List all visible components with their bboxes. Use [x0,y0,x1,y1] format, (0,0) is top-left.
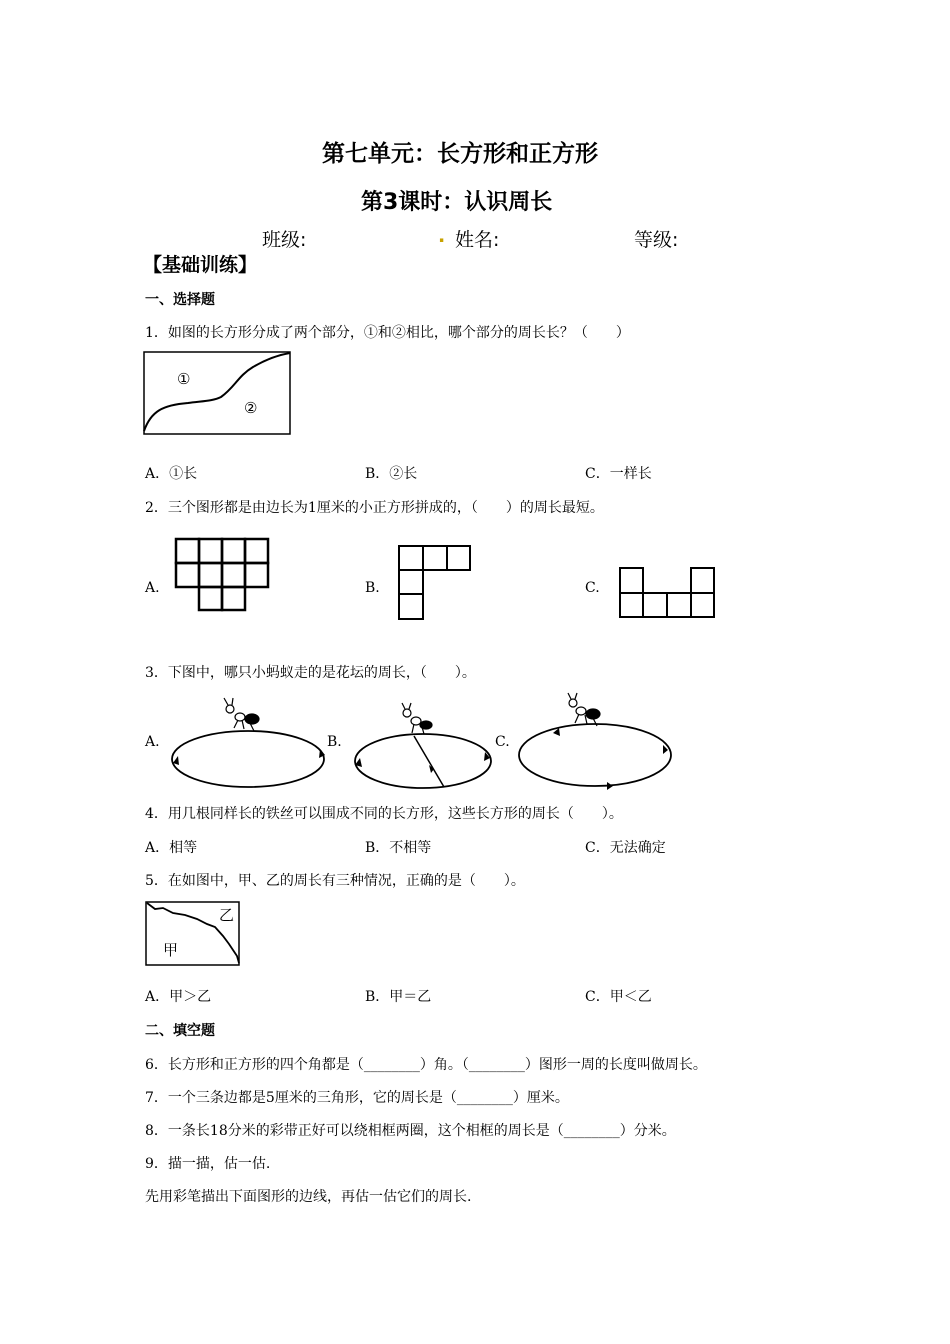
class-label: 班级: [262,229,307,251]
lesson-title: 第3课时：认识周长 [361,190,553,215]
question-9-text: 9．描一描，估一估. [145,1156,271,1172]
page-title: 第七单元：长方形和正方形 [322,141,598,167]
dot-mark: . [438,225,446,247]
q3-ellipse-a [170,695,330,790]
question-8-text: 8．一条长18分米的彩带正好可以绕相框两圈，这个相框的周长是（________）分米。 [145,1123,676,1139]
q2-shape-c [619,567,716,619]
section-fill-blank: 二、填空题 [145,1023,215,1039]
q1-figure-label-2: ② [244,399,258,417]
question-5-text: 5．在如图中，甲、乙的周长有三种情况，正确的是（ ）。 [145,873,525,889]
q5-option-a[interactable]: A．甲＞乙 [145,989,212,1005]
q4-option-c[interactable]: C．无法确定 [585,840,666,856]
q5-label-jia: 甲 [163,941,179,959]
q1-option-b[interactable]: B．②长 [365,466,418,482]
question-3-text: 3．下图中，哪只小蚂蚁走的是花坛的周长，（ ）。 [145,665,476,681]
q1-figure-label-1: ① [177,370,191,388]
grade-label: 等级: [634,229,679,251]
question-1-text: 1．如图的长方形分成了两个部分，①和②相比，哪个部分的周长长？（ ） [145,325,630,341]
q2-option-a[interactable]: A. [145,580,160,596]
q3-option-a[interactable]: A. [145,734,160,750]
q2-shape-a [175,538,271,612]
q1-option-a[interactable]: A．①长 [145,466,198,482]
q2-shape-b [398,545,472,621]
q5-label-yi: 乙 [219,906,235,924]
ant-icon [224,698,259,731]
q4-option-b[interactable]: B．不相等 [365,840,432,856]
q2-option-c[interactable]: C. [585,580,600,596]
q3-ellipse-c [517,695,675,790]
q2-option-b[interactable]: B. [365,580,380,596]
q3-ellipse-b [352,703,497,793]
q3-option-c[interactable]: C. [495,734,510,750]
name-label: 姓名: [455,229,500,251]
question-7-text: 7．一个三条边都是5厘米的三角形，它的周长是（________）厘米。 [145,1090,569,1106]
question-4-text: 4．用几根同样长的铁丝可以围成不同的长方形，这些长方形的周长（ ）。 [145,806,623,822]
section-multiple-choice: 一、选择题 [145,292,215,308]
q1-rectangle-figure [143,351,291,435]
question-6-text: 6．长方形和正方形的四个角都是（________）角。（________）图形一周的长度叫做周长。 [145,1057,707,1073]
q3-option-b[interactable]: B. [327,734,342,750]
ant-icon [402,703,432,734]
q1-option-c[interactable]: C．一样长 [585,466,652,482]
question-2-text: 2．三个图形都是由边长为1厘米的小正方形拼成的，（ ）的周长最短。 [145,500,604,516]
question-9-instruction: 先用彩笔描出下面图形的边线，再估一估它们的周长. [145,1189,472,1205]
q5-option-b[interactable]: B．甲＝乙 [365,989,432,1005]
q5-option-c[interactable]: C．甲＜乙 [585,989,652,1005]
q4-option-a[interactable]: A．相等 [145,840,198,856]
section-basic-training: 【基础训练】 [143,254,258,276]
ant-icon [568,693,600,726]
